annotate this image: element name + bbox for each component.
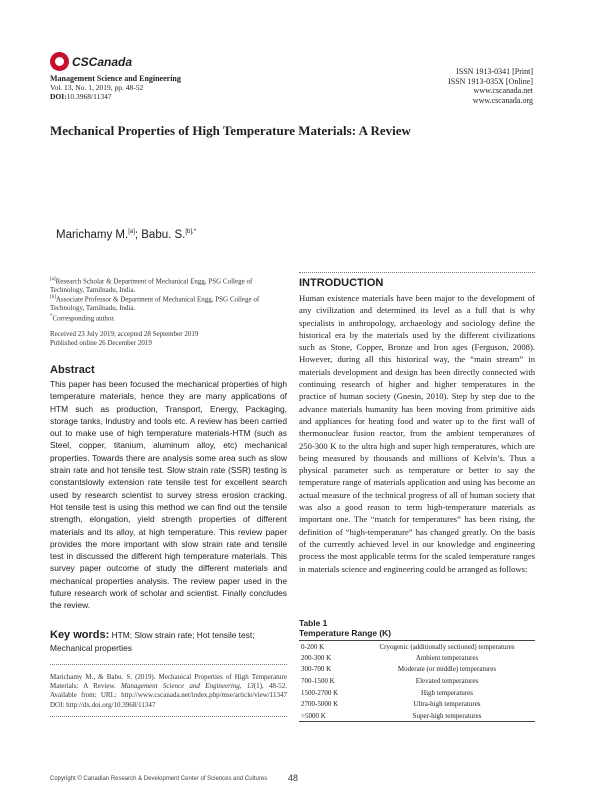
- journal-info: [50, 74, 181, 101]
- issn-print: ISSN 1913-0341 [Print]: [456, 67, 533, 76]
- keywords: [50, 629, 287, 654]
- corresponding-author: [50, 313, 287, 323]
- author-2-sup: [b],*: [185, 229, 197, 236]
- table-label: Table 1: [299, 618, 328, 628]
- table-row: [299, 687, 535, 699]
- doi-label: DOI:: [50, 92, 67, 101]
- keywords-heading: Key words:: [50, 629, 110, 641]
- table-row: [299, 710, 535, 722]
- affiliation-a-text: Research Scholar & Department of Mechanical Engg, PSG College of Technology, Tamilnadu, India.: [50, 277, 253, 294]
- footer-copyright: Copyright © Canadian Research & Development Center of Sciences and Cultures: [50, 776, 268, 782]
- table-row: [299, 664, 535, 676]
- publication-dates: [50, 330, 287, 347]
- affiliation-a: [50, 276, 287, 294]
- corresponding-text: Corresponding author.: [52, 313, 116, 322]
- temperature-range-table: [299, 640, 535, 722]
- intro-divider: [299, 272, 535, 273]
- doi-value: 10.3968/11347: [66, 92, 112, 101]
- temp-range-cell: >5000 K: [301, 711, 326, 720]
- introduction-text: Human existence materials have been major to the development of any civilization and determined its level as a full that is why specialists in anthropology, archaeology and sociology define the historical era by the materials used by the different civilizations such as Stone, Copper, Bronze and Iron ages (Ferguson, 2008). However, during all this historical way, the “main stream” in materials development and design has been directly connected with continuing research of higher and higher temperatures in the practice of human society (Gnesin, 2010). Step by step due to the advance materials humanity has been moving from primitive aids and appliances for heating food and water up to the first wall of thermonuclear fusion reactor, from the ambient temperatures of 250-300 K to the ultra high and super high temperatures, which are being measured by thousands and millions of Kelvin’s. Thus a physical parameter such as temperature or better to say the temperature range of materials application and using has become an actual measure of the technical progress of all of human society that was also a good reason to term high-temperature materials as important one. The “match for temperatures” has been rising, the definition of “high-temperature” has changed greatly. On the basis of the currently achieved level in our knowledge and engineering process the most applicable terms for the scaled temperature ranges in materials science and engineering could be arranged as follows:: [299, 293, 535, 574]
- temp-description-cell: High temperatures: [421, 688, 473, 697]
- table-row: [299, 675, 535, 687]
- temp-description-cell: Super-high temperatures: [412, 711, 482, 720]
- citation-block: [50, 673, 287, 710]
- table-caption: [299, 618, 391, 638]
- abstract-text: This paper has been focused the mechanical properties of high temperature materials, hence they are many applications of HTM such as production, Transport, Energy, Packaging, storage tanks, Industry and tools etc. A review has been carried out to make use of high temperature materials-HTM (such as Steel, copper, titanium, aluminum alloy, etc) mechanical properties. Towards there are analysis some area such as slow strain rate and hot tensile test. Slow strain rate (SSR) testing is constantslowly extension rate tensile test for excellent search used by research scientist to survey stress erosion cracking. Hot tensile test is using this method we can find out the tensile strength, elongation, yield strength properties of different materials and its alloy, at high temperature. This review paper provides the more important with slow strain rate and tensile test in discussed the different high temperature materials. This survey paper outcome of study the different materials and mechanical properties analysis. The review paper used in the future research work of scholar and scientist. Finally concludes the review.: [50, 379, 287, 611]
- temp-range-cell: 700-1500 K: [301, 677, 335, 686]
- temp-description-cell: Elevated temperatures: [415, 677, 479, 686]
- cscanada-logo-icon: [50, 52, 69, 71]
- keywords-text: HTM; Slow strain rate; Hot tensile test; Mechanical properties: [50, 630, 255, 653]
- table-row: [299, 652, 535, 664]
- issn-online: ISSN 1913-035X [Online]: [448, 76, 533, 86]
- temp-description-cell: Cryogenic (additionally sectioned) temperatures: [379, 642, 515, 651]
- citation-rest[interactable]: (1), 48-52. Available from: URL: http://www.cscanada.net/index.php/mse/article/view/11347 DOI: http://dx.doi.org/10.3968/11347: [50, 682, 287, 709]
- issn-info: [448, 67, 533, 105]
- citation-journal: Management Science and Engineering, 13: [121, 682, 254, 691]
- temp-range-cell: 300-700 K: [301, 665, 332, 674]
- affiliations-block: [50, 276, 287, 347]
- table-title: Temperature Range (K): [299, 628, 391, 638]
- author-separator: ;: [134, 229, 142, 241]
- published-date: Published online 26 December 2019: [50, 338, 152, 347]
- table-row: [299, 641, 535, 653]
- author-1-sup: [a]: [128, 229, 135, 236]
- temp-description-cell: Ultra-high temperatures: [413, 700, 481, 709]
- website-link-org[interactable]: www.cscanada.org: [472, 95, 533, 105]
- temp-range-cell: 200-300 K: [301, 653, 332, 662]
- journal-name: Management Science and Engineering: [50, 74, 181, 83]
- journal-volume: Vol. 13, No. 1, 2019, pp. 48-52: [50, 83, 144, 92]
- affiliation-b-sup: [b]: [50, 295, 56, 301]
- temp-range-cell: 2700-5000 K: [301, 700, 339, 709]
- paper-title: Mechanical Properties of High Temperature Materials: A Review: [50, 123, 411, 138]
- introduction-heading: INTRODUCTION: [299, 277, 384, 289]
- author-1: Marichamy M.: [56, 229, 129, 241]
- affiliation-b-text: Associate Professor & Department of Mechanical Engg, PSG College of Technology, Tamilnadu, India.: [50, 295, 260, 313]
- affiliation-a-sup: [a]: [50, 277, 56, 282]
- author-2: Babu. S.: [141, 229, 186, 241]
- citation-divider-bottom: [50, 716, 287, 717]
- citation-authors: Marichamy M., & Babu. S. (2019). Mechanical Properties of High Temperature Materials: A Review.: [50, 673, 287, 691]
- temp-range-cell: 0-200 K: [301, 642, 325, 651]
- temp-description-cell: Ambient temperatures: [415, 653, 479, 662]
- page-number: 48: [288, 773, 299, 783]
- journal-doi: [50, 92, 181, 101]
- abstract-heading: Abstract: [50, 364, 95, 376]
- website-link-net[interactable]: www.cscanada.net: [473, 86, 533, 95]
- temp-range-cell: 1500-2700 K: [301, 688, 339, 697]
- publisher-logo-text: CSCanada: [72, 54, 133, 69]
- author-line: [56, 229, 196, 241]
- table-row: [299, 698, 535, 710]
- corresponding-sup: *: [50, 313, 53, 319]
- temp-description-cell: Moderate (or middle) temperatures: [397, 665, 497, 674]
- citation-divider-top: [50, 664, 287, 665]
- publisher-logo: [50, 52, 132, 71]
- received-date: Received 23 July 2019; accepted 28 September 2019: [50, 330, 199, 339]
- affiliation-b: [50, 294, 287, 312]
